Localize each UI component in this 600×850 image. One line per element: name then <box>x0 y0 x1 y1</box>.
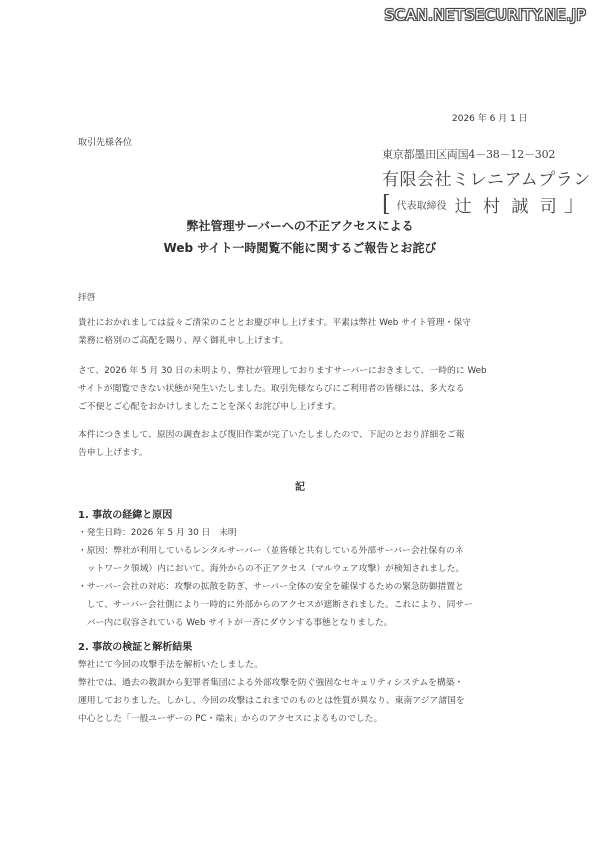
paragraph-line: 告申し上げます。 <box>78 448 148 458</box>
paragraph-3 <box>78 426 534 462</box>
section-2-heading: 2. 事故の検証と解析結果 <box>78 642 193 653</box>
section-line: 中心とした「一般ユーザーの PC・端末」からのアクセスによるものでした。 <box>78 714 383 724</box>
addressee: 取引先様各位 <box>78 138 133 148</box>
section-line: ットワーク領域）内において、海外からの不正アクセス（マルウェア攻撃）が検知されました。 <box>78 564 465 574</box>
section-line: ・サーバー会社の対応：攻撃の拡散を防ぎ、サーバー全体の安全を確保するための緊急防御措置と <box>78 582 464 592</box>
sender-block <box>382 146 594 217</box>
document-title <box>0 215 600 259</box>
ki-marker: 記 <box>295 482 305 493</box>
paragraph-line: 貴社におかれましては益々ご清栄のこととお慶び申し上げます。平素は弊社 Web サイト管理・保守 <box>78 318 471 328</box>
left-bracket-mark: [ <box>382 191 391 217</box>
paragraph-2 <box>78 362 534 416</box>
representative-name: 辻 村 誠 司 <box>454 197 560 217</box>
section-line: ・原因：弊社が利用しているレンタルサーバー（並皆様と共有している外部サーバー会社保有のネ <box>78 546 464 556</box>
section-1-heading: 1. 事故の経緯と原因 <box>78 510 173 521</box>
greeting: 拝啓 <box>78 293 96 303</box>
section-line: ・発生日時：2026 年 5 月 30 日 未明 <box>78 528 237 538</box>
title-line-2: Web サイト一時閲覧不能に関するご報告とお詫び <box>163 241 437 255</box>
paragraph-line: ご不便とご心配をおかけしましたことを深くお詫び申し上げます。 <box>78 402 342 412</box>
section-line: バー内に収容されている Web サイトが一斉にダウンする事態となりました。 <box>78 618 393 628</box>
section-line: して、サーバー会社側により一時的に外部からのアクセスが遮断されました。これにより、同サー <box>78 600 473 610</box>
sender-company: 有限会社ミレニアムプラン <box>382 170 591 190</box>
document-date: 2026 年 6 月 1 日 <box>452 114 528 124</box>
paragraph-line: さて、2026 年 5 月 30 日の未明より、弊社が管理しておりますサーバーにおきまして、一時的に Web <box>78 366 487 376</box>
title-line-1: 弊社管理サーバーへの不正アクセスによる <box>186 219 414 233</box>
section-line: 弊社では、過去の教訓から犯罪者集団による外部攻撃を防ぐ強固なセキュリティシステムを構築・ <box>78 678 464 688</box>
sender-address: 東京都墨田区両国4－38－12－302 <box>382 148 556 161</box>
section-2-body <box>78 656 534 728</box>
sender-representative <box>382 192 594 217</box>
section-line: 弊社にて今回の攻撃手法を解析いたしました。 <box>78 660 263 670</box>
paragraph-line: 業務に格別のご高配を賜り、厚く御礼申し上げます。 <box>78 336 289 346</box>
right-bracket-mark: 」 <box>563 191 586 217</box>
section-1-body <box>78 524 534 632</box>
section-line: 運用しておりました。しかし、今回の攻撃はこれまでのものとは性質が異なり、東南アジア諸国を <box>78 696 465 706</box>
watermark: SCAN.NETSECURITY.NE.JP <box>384 6 586 24</box>
paragraph-line: 本件につきまして、原因の調査および復旧作業が完了いたしましたので、下記のとおり詳細をご報 <box>78 430 465 440</box>
paragraph-line: サイトが閲覧できない状態が発生いたしました。取引先様ならびにご利用者の皆様には、多大なる <box>78 384 465 394</box>
representative-title: 代表取締役 <box>396 201 447 212</box>
paragraph-1 <box>78 314 534 350</box>
